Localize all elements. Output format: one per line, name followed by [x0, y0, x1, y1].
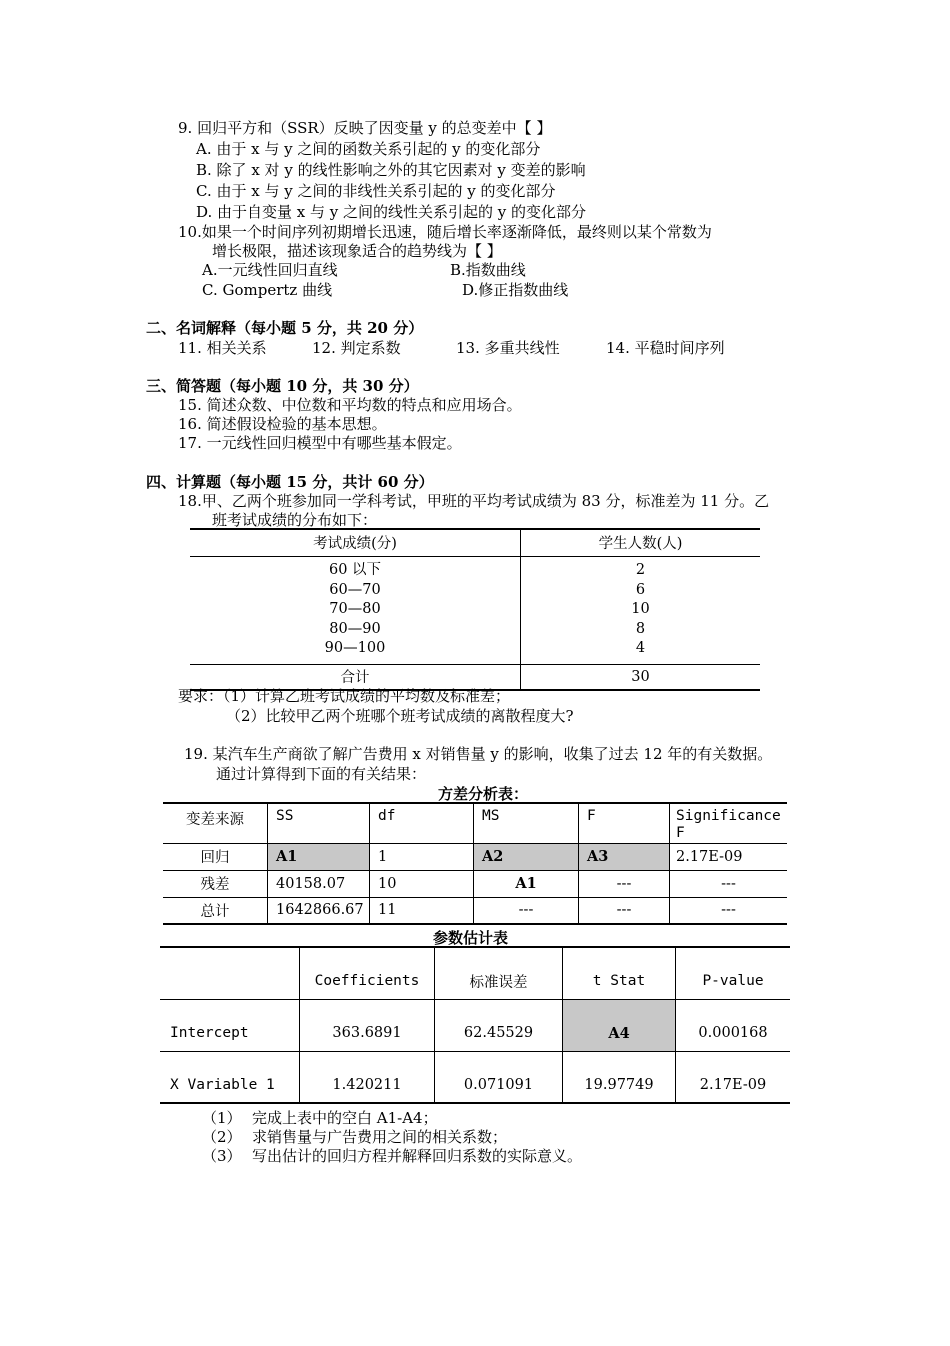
task-number: （1） — [202, 1109, 242, 1127]
task-number: （2） — [202, 1128, 242, 1146]
q18-requirement-2: （2）比较甲乙两个班哪个班考试成绩的离散程度大? — [226, 707, 574, 725]
param-cell-blank: A4 — [563, 999, 676, 1051]
q10-option-a: A.一元线性回归直线 — [202, 261, 338, 279]
student-counts-cell — [521, 556, 761, 664]
table-header: 考试成绩(分) — [190, 529, 521, 556]
param-header: t Stat — [563, 947, 676, 999]
table-header: 学生人数(人) — [521, 529, 761, 556]
param-cell: 2.17E-09 — [699, 1076, 767, 1093]
q9-stem: 9. 回归平方和（SSR）反映了因变量 y 的总变差中【 】 — [178, 119, 552, 137]
anova-header: 变差来源 — [163, 803, 268, 843]
term-item: 12. 判定系数 — [312, 339, 401, 357]
score-range: 90—100 — [324, 640, 386, 657]
anova-table — [163, 802, 787, 925]
score-range: 70—80 — [329, 601, 381, 618]
student-count: 2 — [635, 562, 646, 579]
total-label: 合计 — [190, 664, 521, 690]
anova-cell: 2.17E-09 — [670, 843, 788, 870]
short-answer-item: 17. 一元线性回归模型中有哪些基本假定。 — [178, 434, 462, 452]
student-count: 10 — [631, 601, 650, 618]
q9-option-a: A. 由于 x 与 y 之间的函数关系引起的 y 的变化部分 — [196, 140, 541, 158]
anova-cell: 总计 — [163, 897, 268, 924]
params-title: 参数估计表 — [433, 929, 509, 947]
section2-title: 二、名词解释（每小题 5 分，共 20 分） — [146, 319, 424, 337]
q18-line1: 18.甲、乙两个班参加同一学科考试，甲班的平均考试成绩为 83 分，标准差为 11 分。乙 — [178, 492, 770, 510]
anova-title: 方差分析表： — [438, 785, 529, 803]
anova-cell: 回归 — [163, 843, 268, 870]
param-cell: 62.45529 — [435, 999, 563, 1051]
q10-stem-line2: 增长极限，描述该现象适合的趋势线为【 】 — [212, 242, 502, 260]
q9-option-c: C. 由于 x 与 y 之间的非线性关系引起的 y 的变化部分 — [196, 182, 556, 200]
anova-cell: 残差 — [163, 870, 268, 897]
q10-stem-line1: 10.如果一个时间序列初期增长迅速，随后增长率逐渐降低，最终则以某个常数为 — [178, 223, 712, 241]
anova-header: F — [579, 803, 670, 843]
student-count: 8 — [635, 620, 646, 637]
total-value: 30 — [631, 668, 650, 685]
anova-header: df — [370, 803, 474, 843]
anova-header: Significance — [676, 808, 781, 824]
section3-title: 三、简答题（每小题 10 分，共 30 分） — [146, 377, 419, 395]
anova-cell: --- — [474, 897, 579, 924]
student-count: 6 — [635, 581, 646, 598]
score-range: 60—70 — [329, 581, 381, 598]
param-header: P-value — [676, 947, 791, 999]
param-cell: 19.97749 — [563, 1051, 676, 1103]
q19-line2: 通过计算得到下面的有关结果： — [216, 765, 427, 783]
q18-requirement-1: 要求：（1）计算乙班考试成绩的平均数及标准差； — [178, 687, 511, 705]
section4-title: 四、计算题（每小题 15 分，共计 60 分） — [146, 473, 434, 491]
anova-cell: A1 — [474, 870, 579, 897]
anova-cell: --- — [579, 870, 670, 897]
task-number: （3） — [202, 1147, 242, 1165]
anova-cell-blank: A2 — [474, 843, 579, 870]
param-cell: 363.6891 — [300, 999, 435, 1051]
task-text: 完成上表中的空白 A1-A4； — [252, 1109, 438, 1127]
anova-header: SS — [268, 803, 370, 843]
param-header: 标准误差 — [435, 947, 563, 999]
param-header — [160, 947, 300, 999]
term-item: 11. 相关关系 — [178, 339, 267, 357]
term-item: 13. 多重共线性 — [456, 339, 560, 357]
anova-cell: --- — [579, 897, 670, 924]
q9-option-d: D. 由于自变量 x 与 y 之间的线性关系引起的 y 的变化部分 — [196, 203, 587, 221]
q18-line2: 班考试成绩的分布如下： — [212, 511, 378, 529]
anova-cell: 11 — [370, 897, 474, 924]
anova-cell: --- — [721, 902, 736, 919]
score-range: 80—90 — [329, 620, 381, 637]
param-cell: X Variable 1 — [160, 1051, 300, 1103]
anova-header-significance — [670, 803, 788, 843]
param-cell: 0.071091 — [435, 1051, 563, 1103]
anova-header: MS — [474, 803, 579, 843]
score-distribution-table — [190, 528, 760, 691]
anova-cell: 1 — [370, 843, 474, 870]
q19-line1: 19. 某汽车生产商欲了解广告费用 x 对销售量 y 的影响，收集了过去 12 年的有关数据。 — [184, 745, 773, 763]
q10-option-d: D.修正指数曲线 — [462, 281, 569, 299]
anova-cell: --- — [670, 870, 788, 897]
short-answer-item: 16. 简述假设检验的基本思想。 — [178, 415, 387, 433]
parameter-table — [160, 946, 790, 1104]
anova-cell-blank: A1 — [268, 843, 370, 870]
score-ranges-cell — [190, 556, 521, 664]
anova-cell: 40158.07 — [268, 870, 370, 897]
param-header: Coefficients — [300, 947, 435, 999]
student-count: 4 — [635, 640, 646, 657]
anova-header: F — [676, 825, 685, 841]
anova-cell-blank: A3 — [579, 843, 670, 870]
param-cell: Intercept — [160, 999, 300, 1051]
anova-cell: 10 — [370, 870, 474, 897]
q10-option-c: C. Gompertz 曲线 — [202, 281, 333, 299]
term-item: 14. 平稳时间序列 — [606, 339, 725, 357]
param-cell: 0.000168 — [676, 999, 791, 1051]
q10-option-b: B.指数曲线 — [450, 261, 526, 279]
q9-option-b: B. 除了 x 对 y 的线性影响之外的其它因素对 y 变差的影响 — [196, 161, 586, 179]
param-cell: 1.420211 — [300, 1051, 435, 1103]
short-answer-item: 15. 简述众数、中位数和平均数的特点和应用场合。 — [178, 396, 522, 414]
anova-cell: 1642866.67 — [268, 897, 370, 924]
task-text: 写出估计的回归方程并解释回归系数的实际意义。 — [252, 1147, 583, 1165]
score-range: 60 以下 — [328, 562, 382, 579]
task-text: 求销售量与广告费用之间的相关系数； — [252, 1128, 508, 1146]
